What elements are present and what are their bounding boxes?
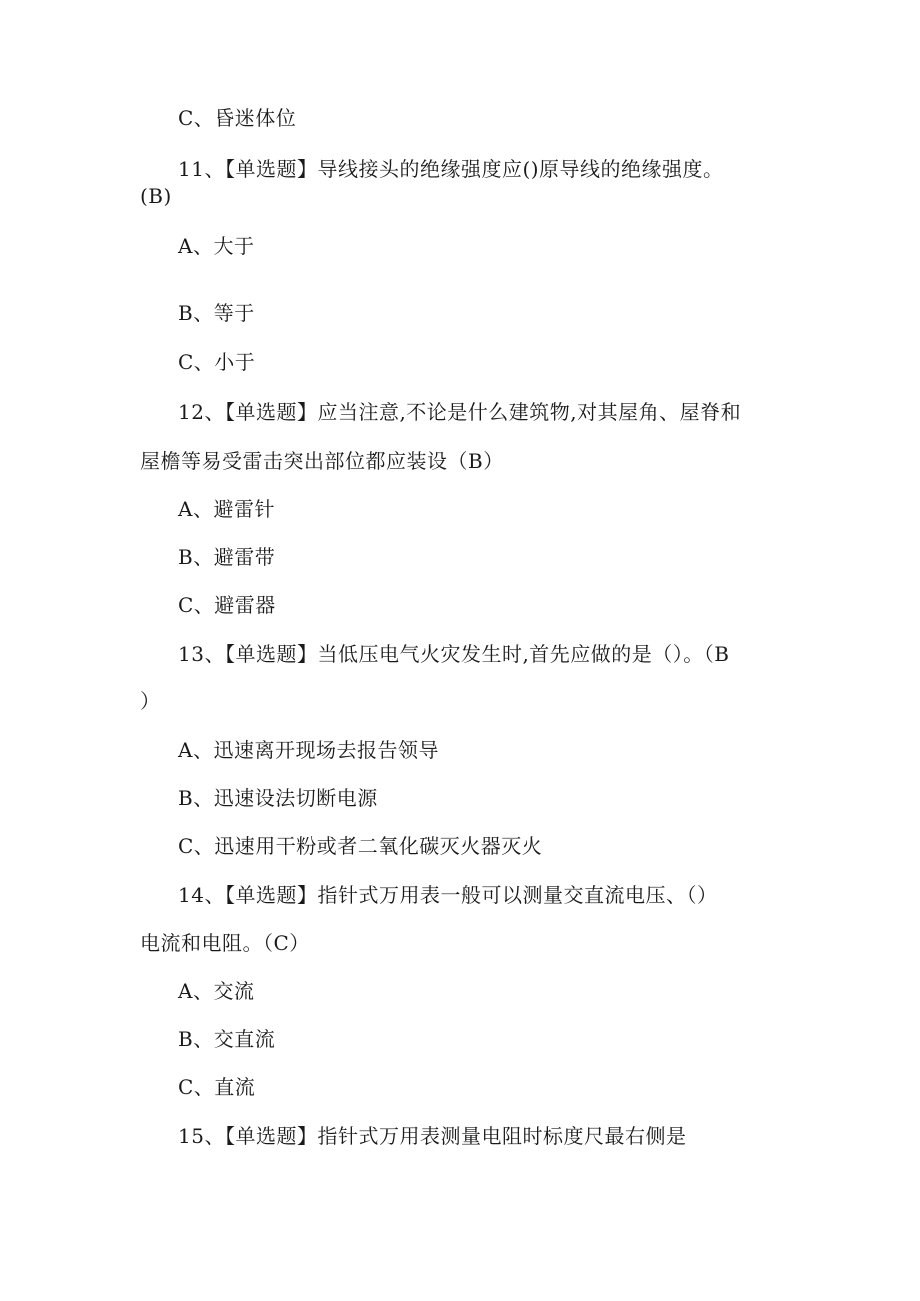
option-10-c: C、昏迷体位 <box>178 106 297 130</box>
option-12-a: A、避雷针 <box>178 497 275 521</box>
question-13: 13、【单选题】当低压电气火灾发生时,首先应做的是（）。（B <box>178 642 730 666</box>
option-12-c: C、避雷器 <box>178 593 276 617</box>
option-14-a: A、交流 <box>178 979 255 1003</box>
question-13-answer: ） <box>140 689 161 713</box>
question-12-continued: 屋檐等易受雷击突出部位都应装设（B） <box>140 449 504 473</box>
option-14-c: C、直流 <box>178 1075 256 1099</box>
option-11-b: B、等于 <box>178 301 255 325</box>
option-11-a: A、大于 <box>178 234 255 258</box>
question-14: 14、【单选题】指针式万用表一般可以测量交直流电压、（） <box>178 883 718 907</box>
option-12-b: B、避雷带 <box>178 545 276 569</box>
question-12: 12、【单选题】应当注意,不论是什么建筑物,对其屋角、屋脊和 <box>178 400 742 424</box>
option-13-a: A、迅速离开现场去报告领导 <box>178 738 439 762</box>
question-15: 15、【单选题】指针式万用表测量电阻时标度尺最右侧是 <box>178 1124 687 1148</box>
option-14-b: B、交直流 <box>178 1027 276 1051</box>
option-11-c: C、小于 <box>178 350 256 374</box>
question-11: 11、【单选题】导线接头的绝缘强度应()原导线的绝缘强度。 <box>178 157 724 181</box>
option-13-c: C、迅速用干粉或者二氧化碳灭火器灭火 <box>178 834 543 858</box>
question-14-continued: 电流和电阻。（C） <box>140 931 310 955</box>
question-11-answer: (B) <box>140 184 172 208</box>
option-13-b: B、迅速设法切断电源 <box>178 786 378 810</box>
